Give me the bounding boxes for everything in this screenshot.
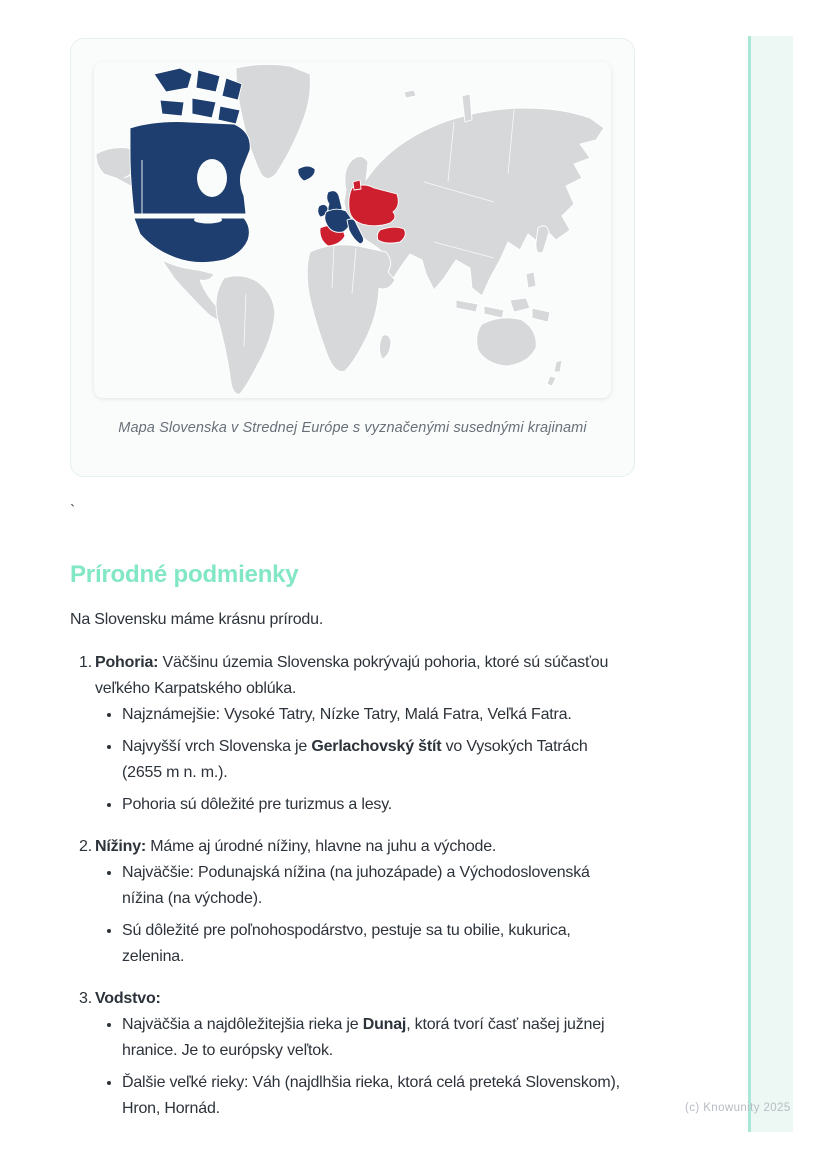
region-canada-islands [196, 70, 220, 92]
bullet-text: , ktorá tvorí časť našej južnej hranice. Je to európsky veľtok. [122, 1016, 605, 1059]
map-figure-card [70, 38, 635, 477]
list-number: 1. [79, 654, 92, 671]
section-heading: Prírodné podmienky [70, 561, 299, 588]
list-number: 3. [79, 990, 92, 1007]
land-australia [477, 318, 537, 366]
land-svalbard [404, 90, 416, 98]
page-edge-accent-bar [748, 36, 793, 1132]
list-item-text: Máme aj úrodné nížiny, hlavne na juhu a východe. [146, 838, 497, 855]
map-caption: Mapa Slovenska v Strednej Európe s vyznačenými susednými krajinami [118, 420, 587, 436]
region-canada [130, 122, 250, 214]
land-new-zealand [547, 376, 556, 386]
list-item-niziny [70, 834, 622, 970]
land-madagascar [380, 335, 392, 359]
list-number: 2. [79, 838, 92, 855]
copyright-watermark: (c) Knowunity 2025 [685, 1102, 791, 1114]
list-item-text: Väčšinu územia Slovenska pokrývajú pohoria, ktoré sú súčasťou veľkého Karpatského oblúka. [95, 654, 609, 697]
list-item-pohoria [70, 650, 622, 818]
bullet-text: Najväčšia a najdôležitejšia rieka je [122, 1016, 363, 1033]
great-lakes [194, 217, 222, 224]
bullet-item [122, 702, 622, 728]
world-map [94, 62, 611, 398]
land-indonesia [456, 300, 478, 312]
list-item-body [95, 834, 622, 970]
land-new-zealand [554, 360, 562, 372]
bullet-item [122, 860, 622, 912]
bullet-item [122, 918, 622, 970]
bullet-text: Sú dôležité pre poľnohospodárstvo, pestuje sa tu obilie, kukurica, zelenina. [122, 922, 571, 965]
bullet-list [95, 702, 622, 818]
stray-backtick: ` [70, 503, 76, 520]
world-map-frame [94, 62, 611, 398]
intro-paragraph: Na Slovensku máme krásnu prírodu. [70, 611, 324, 628]
list-item-vodstvo [70, 986, 622, 1122]
bullet-list [95, 860, 622, 970]
land-greenland [236, 64, 310, 178]
land-japan [536, 226, 549, 253]
bullet-text-bold: Gerlachovský štít [311, 738, 442, 755]
bullet-item [122, 1012, 622, 1064]
land-philippines [526, 272, 536, 288]
bullet-text: Ďalšie veľké rieky: Váh (najdlhšia rieka, ktorá celá preteká Slovenskom), Hron, Hornád. [122, 1074, 620, 1117]
bullet-text: vo Vysokých Tatrách (2655 m n. m.). [122, 738, 588, 781]
list-item-body [95, 650, 622, 818]
region-canada-islands [192, 98, 216, 118]
region-canada-islands [154, 68, 192, 92]
bullet-item [122, 792, 622, 818]
land-indonesia [510, 298, 530, 312]
region-usa [134, 218, 249, 263]
hudson-bay [197, 159, 227, 197]
region-canada-islands [218, 106, 240, 124]
bullet-item [122, 1070, 622, 1122]
land-new-guinea [532, 308, 550, 322]
list-item-lead: Pohoria: [95, 654, 159, 671]
bullet-text-bold: Dunaj [362, 1016, 407, 1033]
list-item-lead: Nížiny: [95, 838, 147, 855]
list-item-lead: Vodstvo: [95, 990, 161, 1007]
region-turkey [377, 227, 405, 243]
land-indonesia [484, 306, 504, 318]
bullet-list [95, 1012, 622, 1122]
bullet-text: Pohoria sú dôležité pre turizmus a lesy. [122, 796, 393, 813]
content-area [70, 560, 622, 1122]
land-south-america [216, 276, 275, 394]
region-canada-islands [160, 100, 184, 116]
bullet-text: Najväčšie: Podunajská nížina (na juhozápade) a Východoslovenská nížina (na východe). [122, 864, 590, 907]
region-denmark [353, 180, 361, 190]
region-iceland [298, 166, 315, 181]
bullet-item [122, 734, 622, 786]
numbered-list [70, 650, 622, 1122]
list-item-body [95, 986, 622, 1122]
bullet-text: Najvyšší vrch Slovenska je [122, 738, 312, 755]
bullet-text: Najznámejšie: Vysoké Tatry, Nízke Tatry, Malá Fatra, Veľká Fatra. [122, 706, 572, 723]
